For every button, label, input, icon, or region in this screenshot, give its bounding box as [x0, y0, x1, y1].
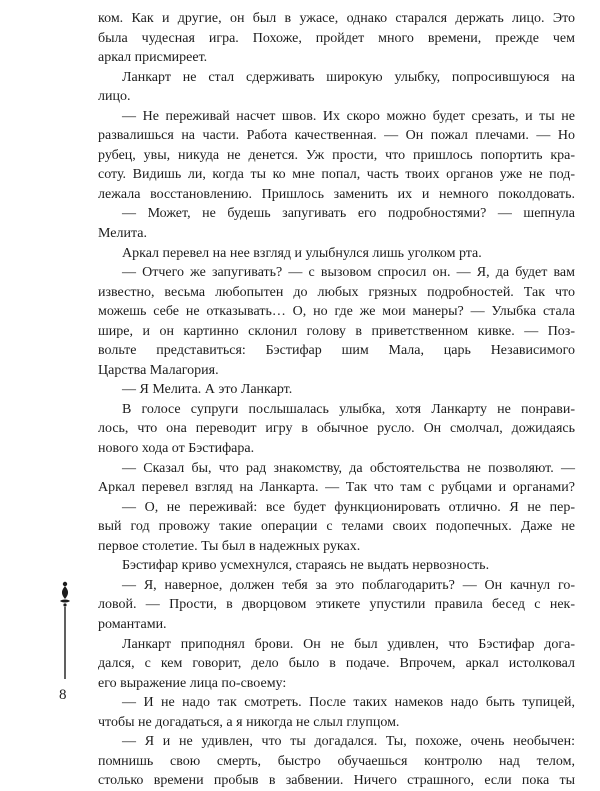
text-line: — Я Мелита. А это Ланкарт. — [122, 382, 293, 398]
text-line: аркал присмиреет. — [98, 50, 208, 66]
text-line: развалишься на части. Работа качественная. — Он пожал плечами. — Но — [98, 128, 575, 144]
text-line: Царства Малагория. — [98, 362, 219, 378]
text-line: шире, и он картинно склонил голову в приветственном кивке. — Поз- — [98, 323, 575, 339]
text-line: В голосе супруги послышалась улыбка, хотя Ланкарту не понрави- — [122, 401, 575, 417]
text-line: помнишь свою смерть, быстро обучаешься контролю над телом, — [98, 753, 575, 769]
text-line: можешь себе не отказывать… О, но где же мои манеры? — Улыбка стала — [98, 304, 575, 320]
text-line: вый год провожу такие операции с телами своих подопечных. Даже не — [98, 519, 575, 535]
text-line: дался, с кем говорит, дело было в подаче. Впрочем, аркал истолковал — [98, 656, 575, 672]
text-line: Аркал перевел взгляд на Ланкарта. — Так что там с рубцами и органами? — [98, 480, 575, 496]
text-line: рубец, увы, никуда не денется. Уж прости, что пришлось попортить кра- — [98, 147, 575, 163]
body-text — [98, 9, 575, 791]
text-line: Ланкарт приподнял брови. Он не был удивлен, что Бэстифар дога- — [122, 636, 575, 652]
text-line: — О, не переживай: все будет функционировать отлично. Я не пер- — [122, 499, 575, 515]
text-line: нового хода от Бэстифара. — [98, 441, 255, 457]
text-line: чтобы не догадаться, а я никогда не слыл глупцом. — [98, 714, 400, 730]
text-line: — Я и не удивлен, что ты догадался. Ты, похоже, очень необычен: — [122, 734, 575, 750]
text-line: — Может, не будешь запугивать его подробностями? — шепнула — [122, 206, 575, 222]
text-line: первое столетие. Ты был в надежных руках. — [98, 538, 361, 554]
text-line: — Сказал бы, что рад знакомству, да обстоятельства не позволяют. — — [122, 460, 575, 476]
text-line: его выражение лица по-своему: — [98, 675, 287, 691]
text-line: лось, что она переводит игру в обычное русло. Он смолчал, дожидаясь — [98, 421, 575, 437]
text-line: Ланкарт не стал сдерживать широкую улыбку, попросившуюся на — [122, 69, 575, 85]
text-line: Бэстифар криво усмехнулся, стараясь не выдать нервозность. — [122, 558, 490, 574]
text-line: — И не надо так смотреть. После таких намеков надо быть тупицей, — [122, 695, 575, 711]
text-line: столько времени пробыв в забвении. Ничего страшного, если пока ты — [98, 773, 575, 789]
text-line: — Я, наверное, должен тебя за это поблагодарить? — Он качнул го- — [122, 577, 575, 593]
page-ornament-icon — [55, 581, 75, 697]
text-line: была чудесная игра. Похоже, пройдет много времени, прежде чем — [98, 30, 575, 46]
text-line: — Не переживай насчет швов. Их скоро можно будет срезать, и ты не — [122, 108, 575, 124]
text-line: ловой. — Прости, в дворцовом этикете упустили правила бесед с нек- — [98, 597, 575, 613]
text-line: соту. Видишь ли, когда ты ко мне попал, часть твоих органов уже не под- — [98, 167, 575, 183]
text-line: лежала восстановлению. Пришлось заменить их и немного поколдовать. — [98, 186, 575, 202]
text-line: Мелита. — [98, 226, 147, 242]
text-line: лицо. — [98, 89, 131, 105]
text-line: вольте представиться: Бэстифар шим Мала, царь Независимого — [98, 343, 575, 359]
text-line: — Отчего же запугивать? — с вызовом спросил он. — Я, да будет вам — [122, 265, 575, 281]
page-number: 8 — [59, 687, 67, 703]
text-line: известно, весьма любопытен до любых грязных подробностей. Так что — [98, 284, 575, 300]
text-line: Аркал перевел на нее взгляд и улыбнулся лишь уголком рта. — [122, 245, 482, 261]
text-line: ком. Как и другие, он был в ужасе, однако старался держать лицо. Это — [98, 11, 575, 26]
text-line: романтами. — [98, 616, 167, 632]
